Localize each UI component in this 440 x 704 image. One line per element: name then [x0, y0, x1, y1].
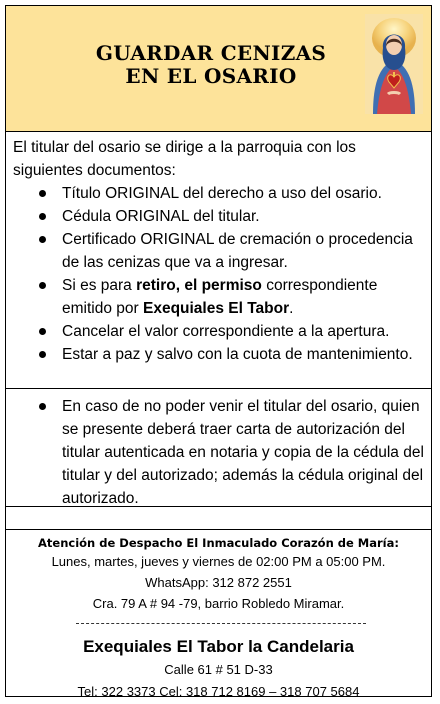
title-line-1: GUARDAR CENIZAS: [95, 41, 327, 65]
authorization-section: [6, 389, 431, 507]
empty-row: [6, 507, 431, 530]
bullet-icon: [39, 403, 46, 410]
bullet-icon: [39, 213, 46, 220]
info-card: [5, 5, 432, 697]
list-item: En caso de no poder venir el titular del osario, quien se presente deberá traer carta de autorización del titular autenticada en notaria y copia de la cédula del titular y del autorizado; además la cédula original del autorizado.: [6, 395, 431, 510]
requirements-section: [6, 132, 431, 389]
requirements-list: [6, 182, 431, 366]
brand-name: Exequiales El Tabor la Candelaria: [83, 637, 354, 656]
inmaculado-corazon-de-maria-image: [365, 14, 423, 114]
list-item: Cédula ORIGINAL del titular.: [6, 205, 431, 228]
requirements-intro: El titular del osario se dirige a la parroquia con los siguientes documentos:: [13, 139, 356, 179]
parish-address: Cra. 79 A # 94 -79, barrio Robledo Miramar.: [92, 596, 345, 611]
bullet-icon: [39, 282, 46, 289]
office-hours-heading: Atención de Despacho El Inmaculado Corazón de María:: [38, 536, 399, 550]
whatsapp-number: WhatsApp: 312 872 2551: [145, 575, 292, 590]
office-hours: Lunes, martes, jueves y viernes de 02:00 PM a 05:00 PM.: [51, 554, 386, 569]
list-item: Si es para retiro, el permiso correspondiente emitido por Exequiales El Tabor.: [6, 274, 431, 320]
brand-address: Calle 61 # 51 D-33: [164, 662, 273, 677]
divider: [76, 623, 366, 624]
list-item: Título ORIGINAL del derecho a uso del osario.: [6, 182, 431, 205]
page-title: [66, 42, 356, 88]
list-item: Certificado ORIGINAL de cremación o procedencia de las cenizas que va a ingresar.: [6, 228, 431, 274]
header: [6, 6, 431, 132]
brand-phones: Tel: 322 3373 Cel: 318 712 8169 – 318 707 5684: [77, 684, 360, 699]
list-item: Estar a paz y salvo con la cuota de mantenimiento.: [6, 343, 431, 366]
authorization-list: [6, 395, 431, 510]
contact-footer: [6, 530, 431, 699]
bullet-icon: [39, 351, 46, 358]
list-item: Cancelar el valor correspondiente a la apertura.: [6, 320, 431, 343]
bullet-icon: [39, 236, 46, 243]
bullet-icon: [39, 190, 46, 197]
title-line-2: EN EL OSARIO: [125, 64, 297, 88]
bullet-icon: [39, 328, 46, 335]
